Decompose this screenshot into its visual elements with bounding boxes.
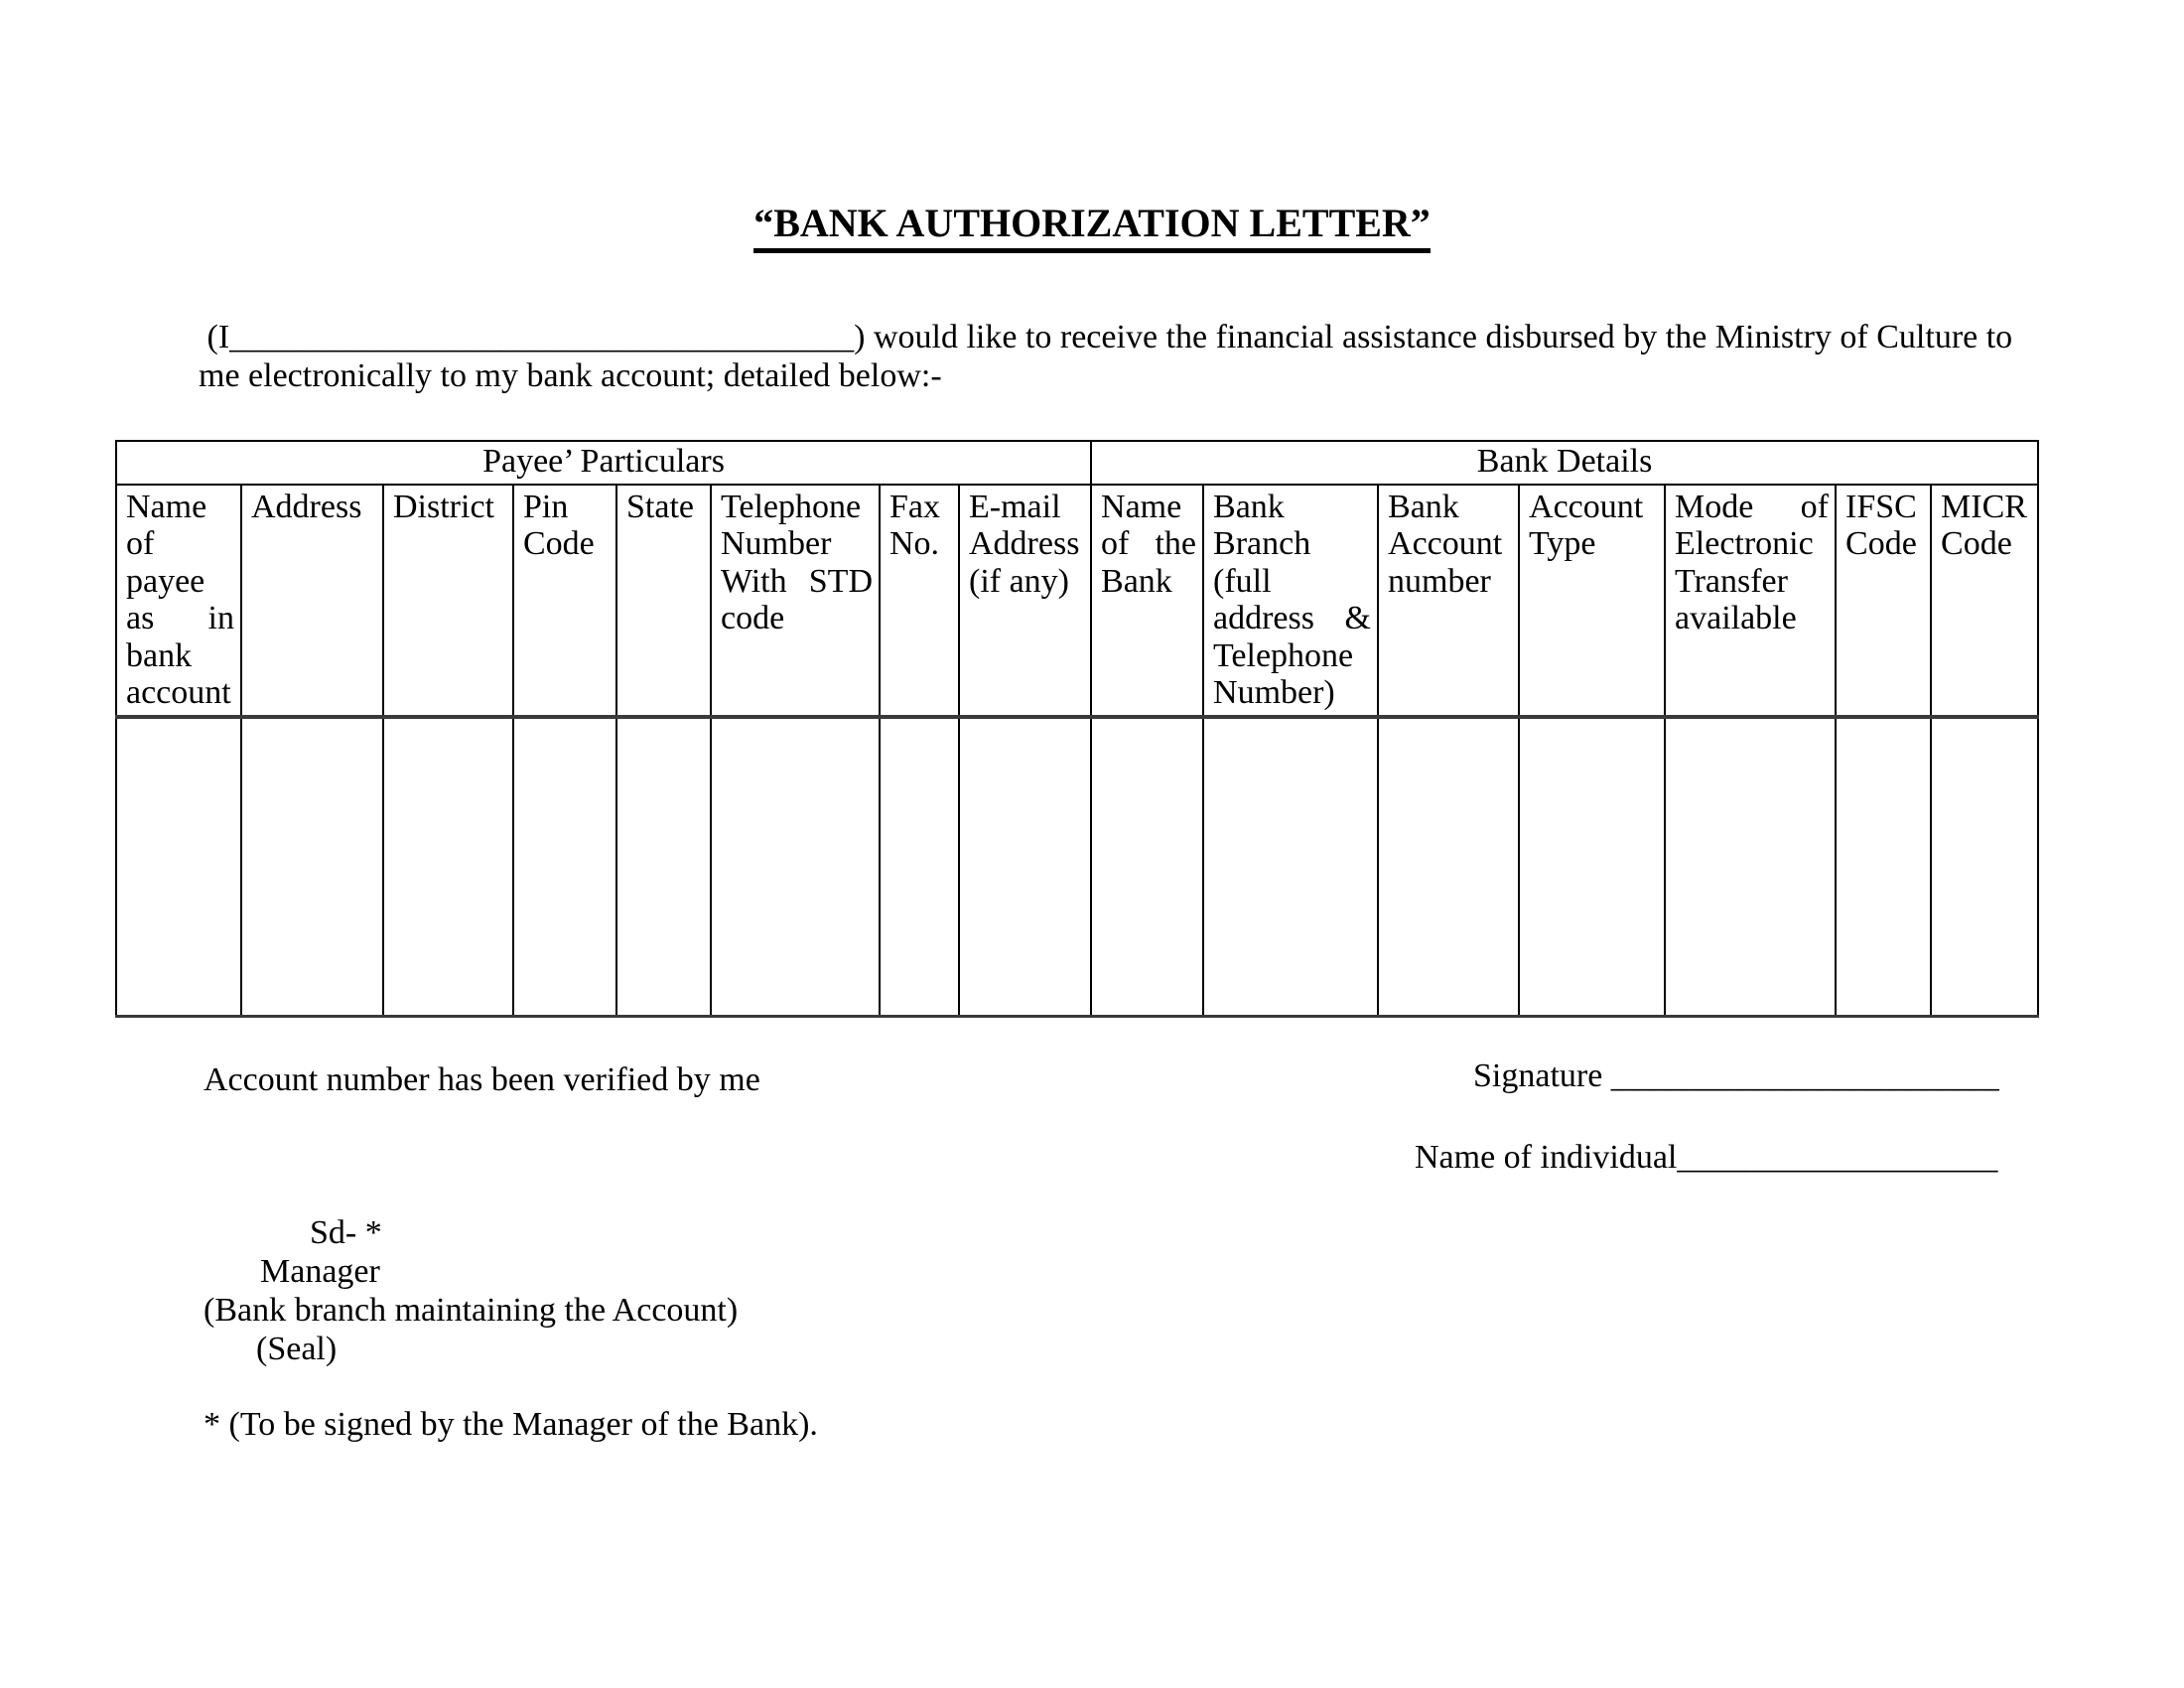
col-header-pin-code: Pin Code <box>513 485 616 717</box>
col-header-district: District <box>383 485 513 717</box>
account-verified-text: Account number has been verified by me <box>204 1061 760 1098</box>
intro-paragraph <box>199 318 2012 395</box>
col-header-mode-of-electronic-transfer: Mode of Electronic Transfer available <box>1665 485 1836 717</box>
manager-line: Manager <box>260 1253 380 1290</box>
entry-cell-bank-account-number <box>1378 717 1519 1017</box>
col-header-email-address: E-mail Address (if any) <box>959 485 1091 717</box>
col-header-bank-branch: Bank Branch (full address & Telephone Number) <box>1203 485 1378 717</box>
payee-bank-details-table <box>115 440 2039 1018</box>
col-header-state: State <box>616 485 711 717</box>
entry-cell-address <box>241 717 383 1017</box>
entry-cell-pin-code <box>513 717 616 1017</box>
entry-cell-state <box>616 717 711 1017</box>
entry-cell-micr-code <box>1931 717 2038 1017</box>
entry-cell-fax-no <box>880 717 959 1017</box>
page-title-text: “BANK AUTHORIZATION LETTER” <box>753 202 1431 253</box>
col-header-address: Address <box>241 485 383 717</box>
asterisk-note: * (To be signed by the Manager of the Bank). <box>204 1406 818 1443</box>
table-group-header-row <box>116 441 2038 485</box>
entry-cell-ifsc-code <box>1836 717 1931 1017</box>
sd-line: Sd- * <box>310 1214 382 1251</box>
table-entry-row <box>116 717 2038 1017</box>
bank-branch-maintaining-line: (Bank branch maintaining the Account) <box>204 1292 739 1329</box>
col-header-account-type: Account Type <box>1519 485 1665 717</box>
intro-line-2: me electronically to my bank account; detailed below:- <box>199 357 942 394</box>
entry-cell-district <box>383 717 513 1017</box>
group-header-payee-particulars: Payee’ Particulars <box>116 441 1091 485</box>
col-header-name-of-bank: Name of the Bank <box>1091 485 1203 717</box>
entry-cell-account-type <box>1519 717 1665 1017</box>
page-title <box>0 202 2184 253</box>
entry-cell-bank-branch <box>1203 717 1378 1017</box>
entry-cell-name-of-bank <box>1091 717 1203 1017</box>
name-of-individual-line: Name of individual___________________ <box>1415 1139 1998 1176</box>
group-header-bank-details: Bank Details <box>1091 441 2038 485</box>
col-header-fax-no: Fax No. <box>880 485 959 717</box>
intro-line-1: (I_____________________________________) would like to receive the financial assistance disbursed by the Ministry of Culture to <box>199 319 2013 355</box>
col-header-micr-code: MICR Code <box>1931 485 2038 717</box>
col-header-telephone-number: Telephone Number With STD code <box>711 485 880 717</box>
entry-cell-email-address <box>959 717 1091 1017</box>
col-header-ifsc-code: IFSC Code <box>1836 485 1931 717</box>
seal-line: (Seal) <box>256 1331 338 1367</box>
signature-line: Signature _______________________ <box>1473 1057 1999 1094</box>
col-header-name-of-payee: Name of payee as in bank account <box>116 485 241 717</box>
entry-cell-telephone-number <box>711 717 880 1017</box>
table-column-header-row <box>116 485 2038 717</box>
col-header-bank-account-number: Bank Account number <box>1378 485 1519 717</box>
entry-cell-name-of-payee <box>116 717 241 1017</box>
entry-cell-mode-of-electronic-transfer <box>1665 717 1836 1017</box>
